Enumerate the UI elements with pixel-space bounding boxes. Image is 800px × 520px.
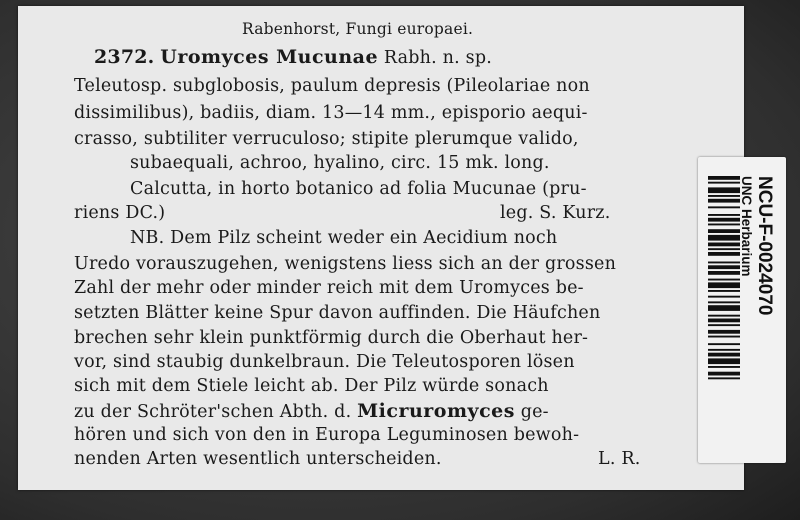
text-line: brechen sehr klein punktförmig durch die Oberhaut her- bbox=[74, 328, 589, 348]
barcode-text bbox=[736, 176, 784, 446]
text-line: vor, sind staubig dunkelbraun. Die Teleutosporen lösen bbox=[74, 352, 575, 372]
text-fragment: ge- bbox=[520, 402, 549, 422]
text-line: dissimilibus), badiis, diam. 13—14 mm., episporio aequi- bbox=[74, 103, 588, 123]
text-line: Uredo vorauszugehen, wenigstens liess sich an der grossen bbox=[74, 254, 617, 274]
specimen-label bbox=[18, 6, 744, 490]
text-line: sich mit dem Stiele leicht ab. Der Pilz würde sonach bbox=[74, 376, 549, 396]
text-fragment: zu der Schröter'schen Abth. d. bbox=[74, 402, 352, 422]
accession-number: NCU-F-0024070 bbox=[754, 176, 775, 316]
herbarium-name: UNC Herbarium bbox=[739, 176, 754, 277]
text-line: Zahl der mehr oder minder reich mit dem Uromyces be- bbox=[74, 278, 584, 298]
exsiccata-number: 2372. bbox=[94, 46, 155, 68]
text-line: Calcutta, in horto botanico ad folia Mucunae (pru- bbox=[130, 179, 587, 199]
label-header: Rabenhorst, Fungi europaei. bbox=[242, 20, 474, 38]
genus-name: Micruromyces bbox=[357, 400, 515, 422]
text-line: Teleutosp. subglobosis, paulum depresis (Pileolariae non bbox=[74, 76, 590, 96]
text-line: hören und sich von den in Europa Leguminosen bewoh- bbox=[74, 425, 580, 445]
riens-text: riens DC.) bbox=[74, 203, 166, 223]
text-line: crasso, subtiliter verruculoso; stipite plerumque valido, bbox=[74, 129, 579, 149]
title-line bbox=[94, 46, 492, 68]
text-line-genus bbox=[74, 400, 549, 422]
species-name: Uromyces Mucunae bbox=[160, 46, 379, 68]
text-line: nenden Arten wesentlich unterscheiden. bbox=[74, 449, 442, 469]
text-line: subaequali, achroo, hyalino, circ. 15 mk. long. bbox=[130, 153, 550, 173]
text-line: NB. Dem Pilz scheint weder ein Aecidium noch bbox=[130, 228, 558, 248]
text-line: setzten Blätter keine Spur davon auffinden. Die Häufchen bbox=[74, 303, 601, 323]
species-author: Rabh. n. sp. bbox=[383, 48, 492, 68]
collector: leg. S. Kurz. bbox=[500, 203, 611, 223]
signature: L. R. bbox=[598, 449, 641, 469]
